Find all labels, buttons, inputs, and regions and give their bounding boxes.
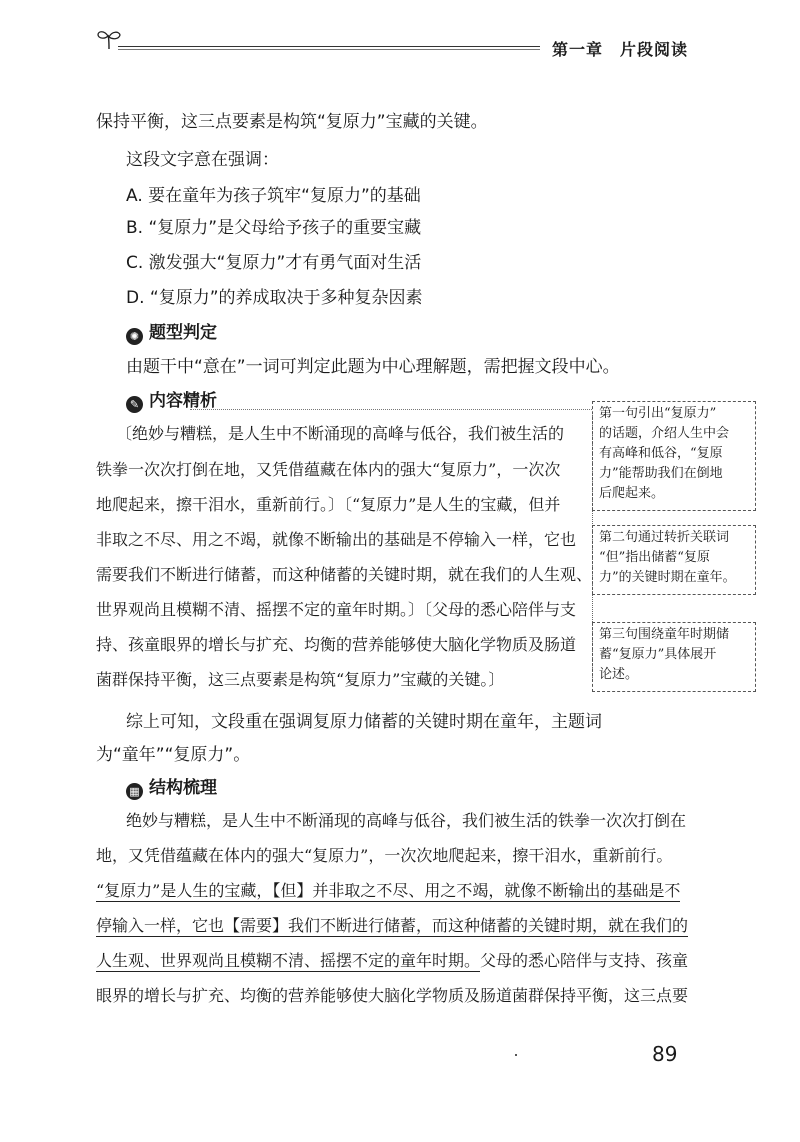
analysis-line: 铁拳一次次打倒在地，又凭借蕴藏在体内的强大“复原力”，一次次: [96, 460, 561, 479]
analysis-line: 〔绝妙与糟糕，是人生中不断涌现的高峰与低谷，我们被生活的: [116, 424, 565, 443]
analysis-line: 地爬起来，擦干泪水，重新前行。〕〔“复原力”是人生的宝藏，但并: [96, 495, 561, 514]
type-heading-label: 题型判定: [149, 323, 217, 343]
type-text: 由题干中“意在”一词可判定此题为中心理解题，需把握文段中心。: [126, 357, 620, 377]
analysis-line: 需要我们不断进行储蓄，而这种储蓄的关键时期，就在我们的人生观、: [96, 565, 593, 584]
note-text: 力”能帮助我们在倒地: [599, 466, 723, 481]
structure-line: [96, 913, 688, 936]
underlined-text: “复原力”是人生的宝藏，【但】并非取之不尽、用之不竭，就像不断输出的基础是不: [96, 881, 681, 900]
analysis-guide-line: [190, 409, 592, 410]
option-a: A. 要在童年为孩子筑牢“复原力”的基础: [126, 186, 421, 206]
summary-line: 综上可知，文段重在强调复原力储蓄的关键时期在童年，主题词: [126, 712, 602, 732]
header-rule-secondary: [118, 49, 540, 50]
note-text: 第二句通过转折关联词: [599, 530, 730, 545]
note-text: 第三句围绕童年时期储: [599, 627, 730, 642]
note-box-3: [592, 622, 756, 692]
structure-icon: ▦: [126, 783, 143, 800]
note-text: 论述。: [599, 667, 639, 682]
analysis-line: 持、孩童眼界的增长与扩充、均衡的营养能够使大脑化学物质及肠道: [96, 635, 577, 654]
note-box-1: [592, 401, 756, 511]
question-stem: 这段文字意在强调：: [126, 150, 279, 170]
note-text: 有高峰和低谷，“复原: [599, 446, 723, 461]
option-d: D. “复原力”的养成取决于多种复杂因素: [126, 288, 423, 308]
underlined-text: 停输入一样，它也【需要】我们不断进行储蓄，而这种储蓄的关键时期，就在我们的: [96, 916, 689, 935]
analysis-heading-label: 内容精析: [149, 391, 217, 411]
gear-icon: ✺: [126, 328, 143, 345]
note-box-2: [592, 525, 756, 595]
note-text: 的话题，介绍人生中会: [599, 426, 730, 441]
structure-line: 绝妙与糟糕，是人生中不断涌现的高峰与低谷，我们被生活的铁拳一次次打倒在: [126, 811, 687, 830]
structure-line: 地，又凭借蕴藏在体内的强大“复原力”，一次次地爬起来，擦干泪水，重新前行。: [96, 846, 673, 865]
analysis-line: 非取之不尽、用之不竭，就像不断输出的基础是不停输入一样，它也: [96, 530, 577, 549]
footer-dot: [515, 1054, 517, 1056]
note-text: 力”的关键时期在童年。: [599, 570, 736, 585]
passage-line: 保持平衡，这三点要素是构筑“复原力”宝藏的关键。: [96, 112, 488, 132]
page-number: 89: [652, 1042, 678, 1066]
analysis-line: 菌群保持平衡，这三点要素是构筑“复原力”宝藏的关键。〕: [96, 670, 505, 689]
note-text: “但”指出储蓄“复原: [599, 550, 710, 565]
structure-line: 眼界的增长与扩充、均衡的营养能够使大脑化学物质及肠道菌群保持平衡，这三点要: [96, 986, 689, 1005]
chapter-title: 第一章 片段阅读: [552, 40, 689, 59]
note-text: 后爬起来。: [599, 486, 665, 501]
analysis-line: 世界观尚且模糊不清、摇摆不定的童年时期。〕〔父母的悉心陪伴与支: [96, 600, 577, 619]
structure-line: [96, 878, 680, 901]
structure-heading-label: 结构梳理: [149, 778, 217, 798]
pen-icon: ✎: [126, 396, 143, 413]
structure-heading: [126, 773, 217, 800]
type-heading: [126, 318, 217, 345]
option-c: C. 激发强大“复原力”才有勇气面对生活: [126, 253, 422, 273]
option-b: B. “复原力”是父母给予孩子的重要宝藏: [126, 218, 422, 238]
structure-line: [96, 948, 688, 971]
underlined-text: 人生观、世界观尚且模糊不清、摇摆不定的童年时期。: [96, 951, 481, 970]
structure-text: 父母的悉心陪伴与支持、孩童: [480, 951, 689, 970]
note-text: 蓄“复原力”具体展开: [599, 647, 717, 662]
summary-line: 为“童年”“复原力”。: [96, 745, 251, 765]
note-text: 第一句引出“复原力”: [599, 406, 717, 421]
header-rule: [118, 46, 540, 47]
